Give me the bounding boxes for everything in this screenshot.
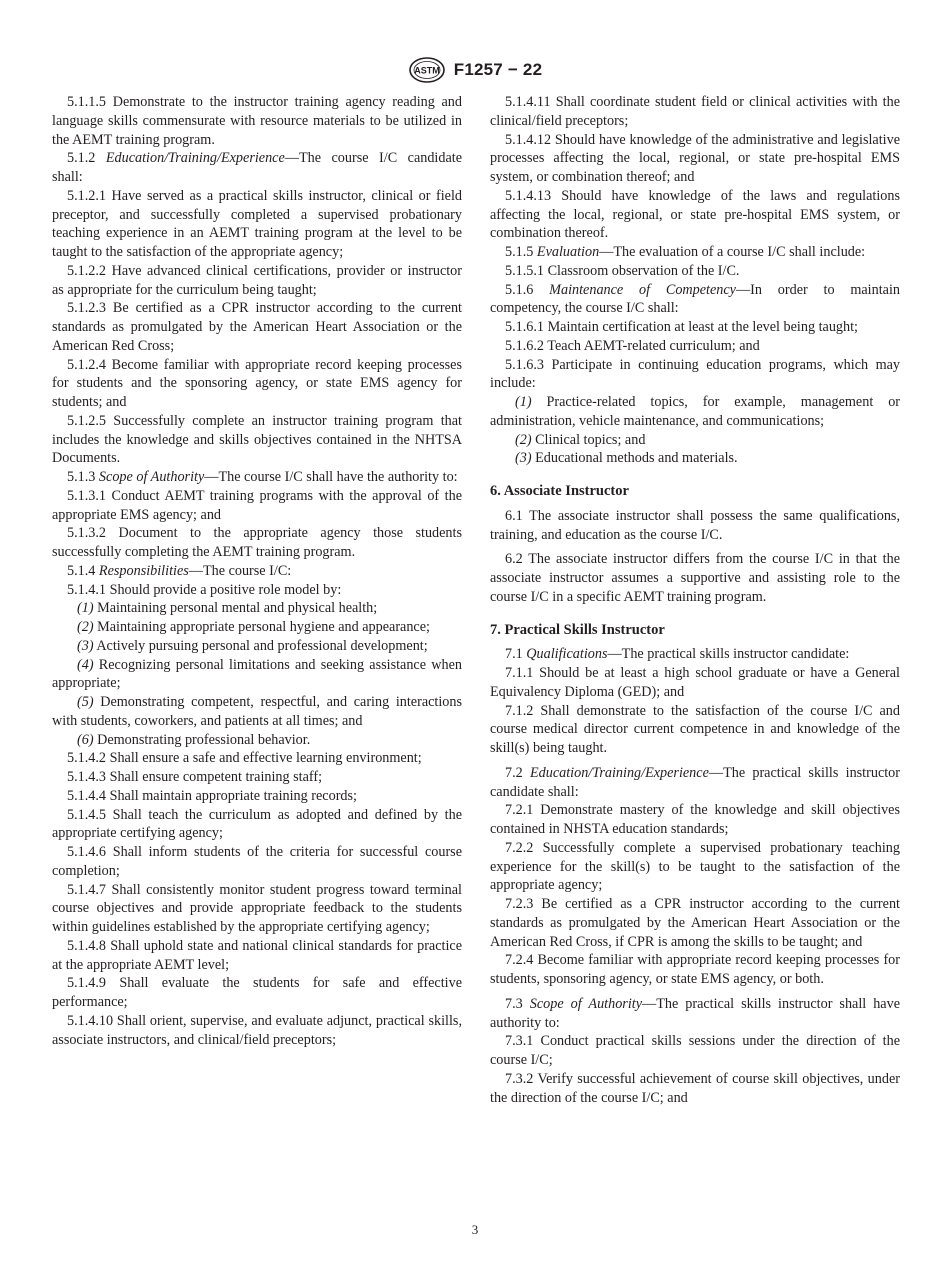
paragraph — [490, 131, 900, 187]
clause-number: 5.1.3 — [67, 469, 96, 485]
paragraph — [52, 468, 462, 487]
list-marker: (4) — [77, 656, 94, 673]
clause-title: Responsibilities — [98, 562, 189, 579]
paragraph — [52, 1012, 462, 1050]
paragraph — [490, 1032, 900, 1070]
clause-text: —The course I/C shall have the authority to: — [204, 469, 458, 485]
paragraph — [490, 645, 900, 664]
paragraph — [490, 995, 900, 1033]
clause-number: 5.1.2 — [67, 150, 96, 167]
paragraph — [52, 749, 462, 768]
paragraph — [52, 487, 462, 525]
paragraph — [490, 243, 900, 262]
clause-text: 5.1.2.5 Successfully complete an instructor training program that includes the knowledge and skills objectives contained in the NHTSA Documents. — [52, 412, 462, 467]
clause-number: 5.1.5 — [505, 244, 534, 260]
paragraph — [52, 356, 462, 412]
list-item — [52, 618, 462, 637]
clause-text: 5.1.4.13 Should have knowledge of the laws and regulations affecting the local, regional, or state pre-hospital EMS system, or combination thereof. — [490, 187, 900, 242]
clause-text: 5.1.4.4 Shall maintain appropriate training records; — [67, 787, 357, 804]
clause-text: 5.1.4.8 Shall uphold state and national clinical standards for practice at the appropriate AEMT level; — [52, 937, 462, 973]
paragraph — [490, 507, 900, 545]
clause-text: 5.1.6.2 Teach AEMT-related curriculum; and — [505, 337, 760, 354]
paragraph — [490, 1070, 900, 1108]
page-number: 3 — [471, 1222, 479, 1237]
clause-title: Education/Training/Experience — [529, 764, 709, 781]
clause-text: 5.1.6.3 Participate in continuing education programs, which may include: — [490, 356, 900, 392]
clause-text: 5.1.2.1 Have served as a practical skills instructor, clinical or field preceptor, and successfully completed a supervised probationary teaching experience in an AEMT training program at the level to be taught to the satisfaction of the appropriate agency; — [52, 187, 462, 260]
list-marker: (3) — [77, 637, 94, 654]
clause-text: 7.1.1 Should be at least a high school graduate or have a General Equivalency Diploma (GED); and — [490, 665, 900, 700]
document-number: F1257 − 22 — [453, 60, 543, 79]
paragraph — [52, 93, 462, 149]
clause-text: 5.1.4.1 Should provide a positive role model by: — [67, 581, 342, 598]
clause-number: 5.1.6 — [505, 281, 534, 298]
clause-text: 5.1.4.11 Shall coordinate student field or clinical activities with the clinical/field preceptors; — [490, 94, 900, 129]
list-marker: (6) — [77, 731, 94, 748]
list-marker: (2) — [515, 431, 532, 448]
clause-text: Educational methods and materials. — [535, 450, 738, 467]
paragraph — [52, 843, 462, 881]
clause-text: 5.1.5.1 Classroom observation of the I/C. — [505, 262, 740, 279]
clause-text: 5.1.4.7 Shall consistently monitor student progress toward terminal course objectives and provide appropriate feedback to the students within guidelines established by the appropriate certifying agency; — [52, 881, 462, 935]
clause-title: Qualifications — [526, 646, 608, 663]
clause-title: Maintenance of Competency — [549, 281, 736, 298]
clause-text: 5.1.2.2 Have advanced clinical certifications, provider or instructor as appropriate for the curriculum being taught; — [52, 262, 462, 298]
list-item — [490, 431, 900, 450]
paragraph — [490, 337, 900, 356]
paragraph — [52, 881, 462, 937]
clause-text: —The practical skills instructor candidate shall: — [490, 764, 901, 800]
paragraph — [490, 93, 900, 131]
list-item — [490, 393, 900, 431]
clause-text: —In order to maintain competency, the course I/C shall: — [490, 281, 900, 317]
clause-text: 5.1.4.2 Shall ensure a safe and effective learning environment; — [67, 750, 422, 767]
clause-title: Evaluation — [536, 244, 600, 260]
list-item — [52, 731, 462, 750]
paragraph — [52, 562, 462, 581]
paragraph — [490, 951, 900, 989]
paragraph — [490, 839, 900, 895]
paragraph — [490, 895, 900, 951]
clause-text: Demonstrating professional behavior. — [97, 731, 311, 748]
page-header — [0, 56, 950, 84]
paragraph — [490, 356, 900, 394]
clause-text: Clinical topics; and — [535, 431, 646, 448]
paragraph — [52, 974, 462, 1012]
list-item — [52, 656, 462, 694]
paragraph — [490, 187, 900, 243]
clause-text: 5.1.2.4 Become familiar with appropriate record keeping processes for students and the sponsoring agency, or state EMS agency for students; and — [52, 356, 462, 410]
paragraph — [52, 787, 462, 806]
clause-text: Maintaining appropriate personal hygiene and appearance; — [97, 619, 430, 635]
clause-number: 5.1.4 — [67, 562, 96, 579]
clause-text: 7.1.2 Shall demonstrate to the satisfaction of the course I/C and course medical director current competence in and knowledge of the skill(s) being taught. — [490, 702, 900, 756]
clause-text: 7.3.2 Verify successful achievement of course skill objectives, under the direction of the course I/C; and — [490, 1070, 900, 1106]
clause-text: 7.2.2 Successfully complete a supervised probationary teaching experience for the skill(s) to be taught to the satisfaction of the appropriate agency; — [490, 839, 900, 894]
section-heading: 6. Associate Instructor — [490, 483, 629, 499]
paragraph — [52, 524, 462, 562]
clause-text: 5.1.1.5 Demonstrate to the instructor training agency reading and language skills commensurate with resource materials to be utilized in the AEMT training program. — [52, 94, 462, 148]
paragraph — [52, 187, 462, 262]
list-item — [52, 693, 462, 731]
list-item — [52, 637, 462, 656]
svg-text:ASTM: ASTM — [414, 65, 440, 76]
clause-text: —The course I/C: — [188, 562, 292, 579]
list-item — [52, 599, 462, 618]
clause-title: Scope of Authority — [529, 995, 642, 1012]
clause-text: 5.1.6.1 Maintain certification at least at the level being taught; — [505, 319, 858, 335]
clause-text: 5.1.4.5 Shall teach the curriculum as adopted and defined by the appropriate certifying agency; — [52, 806, 462, 842]
clause-text: 7.2.1 Demonstrate mastery of the knowledge and skill objectives contained in NHSTA education standards; — [490, 802, 900, 837]
paragraph — [52, 149, 462, 187]
clause-text: 5.1.3.2 Document to the appropriate agency those students successfully completing the AEMT training program. — [52, 525, 462, 560]
paragraph — [490, 318, 900, 337]
paragraph — [490, 281, 900, 319]
clause-text: Recognizing personal limitations and seeking assistance when appropriate; — [52, 656, 463, 692]
clause-text: 5.1.4.10 Shall orient, supervise, and evaluate adjunct, practical skills, associate instructors, and clinical/field preceptors; — [52, 1012, 462, 1048]
paragraph — [52, 581, 462, 600]
paragraph — [52, 768, 462, 787]
paragraph — [52, 937, 462, 975]
clause-text: 5.1.2.3 Be certified as a CPR instructor according to the current standards as promulgated by the American Heart Association or the American Red Cross; — [52, 300, 462, 354]
list-item — [490, 449, 900, 468]
clause-text: 7.2.3 Be certified as a CPR instructor according to the current standards as promulgated by the American Heart Association or the American Red Cross, if CPR is among the skills to be taught; and — [490, 896, 900, 950]
section-heading: 7. Practical Skills Instructor — [490, 621, 665, 638]
list-marker: (1) — [77, 600, 94, 617]
paragraph — [490, 764, 900, 802]
list-marker: (5) — [77, 694, 94, 710]
right-column — [490, 93, 900, 1107]
clause-title: Scope of Authority — [98, 469, 205, 485]
clause-text: —The practical skills instructor candidate: — [607, 646, 850, 663]
clause-text: Actively pursuing personal and professional development; — [96, 637, 428, 654]
clause-text: 5.1.4.9 Shall evaluate the students for safe and effective performance; — [52, 975, 462, 1010]
paragraph — [52, 806, 462, 844]
paragraph — [490, 550, 900, 606]
clause-text: —The practical skills instructor shall have authority to: — [490, 995, 900, 1031]
clause-text: 6.1 The associate instructor shall possess the same qualifications, training, and education as the course I/C. — [490, 507, 900, 543]
paragraph — [52, 412, 462, 468]
paragraph — [490, 801, 900, 839]
astm-logo-icon — [408, 57, 446, 83]
clause-text: 5.1.4.12 Should have knowledge of the administrative and legislative processes affecting the local, regional, or state pre-hospital EMS system, or combination thereof; and — [490, 131, 900, 185]
left-column — [52, 93, 462, 1049]
clause-text: —The course I/C candidate shall: — [52, 150, 462, 185]
clause-text: 5.1.4.6 Shall inform students of the criteria for successful course completion; — [52, 844, 462, 879]
clause-text: —The evaluation of a course I/C shall include: — [599, 244, 866, 260]
list-marker: (2) — [77, 619, 94, 635]
clause-text: Demonstrating competent, respectful, and caring interactions with students, coworkers, and patients at all times; and — [52, 694, 463, 729]
clause-text: Maintaining personal mental and physical health; — [97, 600, 378, 617]
list-marker: (1) — [515, 394, 532, 410]
clause-title: Education/Training/Experience — [105, 150, 285, 167]
paragraph — [52, 299, 462, 355]
clause-text: Practice-related topics, for example, management or administration, vehicle maintenance, and communications; — [490, 394, 901, 429]
clause-text: 5.1.4.3 Shall ensure competent training staff; — [67, 769, 323, 785]
paragraph — [490, 702, 900, 758]
clause-text: 6.2 The associate instructor differs from the course I/C in that the associate instructor assumes a supportive and assisting role to the course I/C in a specific AEMT training program. — [490, 551, 900, 605]
list-marker: (3) — [515, 450, 532, 467]
clause-text: 7.3.1 Conduct practical skills sessions under the direction of the course I/C; — [490, 1033, 900, 1068]
paragraph — [52, 262, 462, 300]
clause-text: 7.2.4 Become familiar with appropriate record keeping processes for students, sponsoring agency, or state EMS agency, or both. — [490, 952, 900, 987]
paragraph — [490, 262, 900, 281]
clause-text: 5.1.3.1 Conduct AEMT training programs with the approval of the appropriate EMS agency; and — [52, 487, 462, 523]
clause-number: 7.1 — [505, 646, 523, 663]
clause-number: 7.3 — [505, 995, 523, 1012]
clause-number: 7.2 — [505, 764, 523, 781]
paragraph — [490, 664, 900, 702]
